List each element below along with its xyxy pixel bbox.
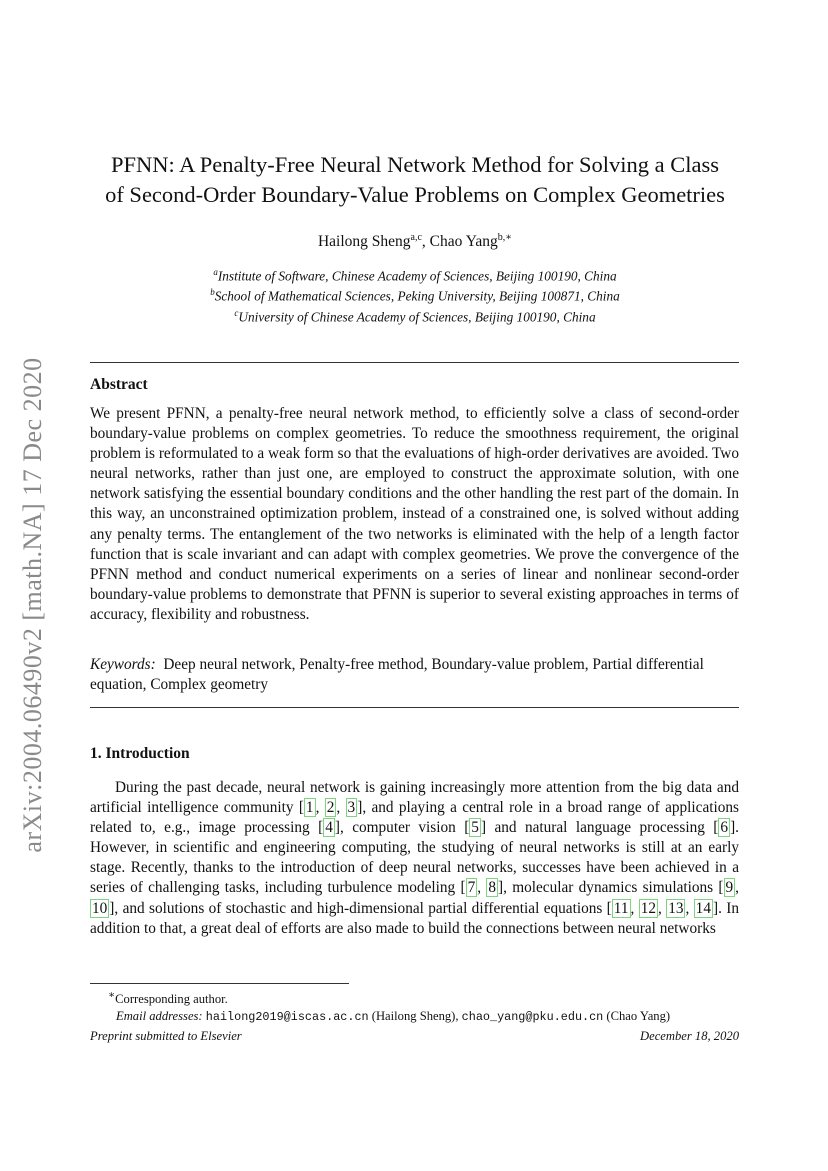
citation-link[interactable]: 12 (640, 899, 656, 917)
email-label: Email addresses: (116, 1008, 203, 1023)
affiliation-text: School of Mathematical Sciences, Peking University, Beijing 100871, China (214, 288, 620, 304)
footnote-mark: ∗ (108, 990, 116, 1001)
affiliation-mark: b (210, 287, 215, 298)
email-owner: (Hailong Sheng), (368, 1008, 462, 1023)
author-name: Chao Yang (429, 233, 498, 251)
abstract-top-rule (90, 362, 739, 363)
footnote-corresponding (90, 988, 739, 1008)
preprint-footer (90, 1029, 739, 1044)
author-list (90, 232, 740, 251)
citation-link[interactable]: 6 (720, 819, 729, 837)
footnotes (90, 988, 739, 1025)
intro-text: and natural language processing (486, 819, 714, 837)
citation-link[interactable]: 11 (613, 899, 629, 917)
affiliation-mark: a (213, 267, 218, 277)
affiliation-line (90, 284, 740, 304)
email-link[interactable]: chao_yang@pku.edu.cn (461, 1009, 604, 1024)
abstract-body: We present PFNN, a penalty-free neural network method, to efficiently solve a class of second-order boundary-value problems on complex geometries. To reduce the smoothness requirement, the original problem is reformulated to a weak form so that the evaluations of high-order derivatives are avoided. Two neural networks, rather than just one, are employed to construct the approximate solution, with one network satisfying the essential boundary conditions and the other handling the rest part of the domain. In this way, an unconstrained optimization problem, instead of a constrained one, is solved without adding any penalty terms. The entanglement of the two networks is eliminated with the help of a length factor function that is scale invariant and can adapt with complex geometries. We prove the convergence of the PFNN method and conduct numerical experiments on a series of linear and nonlinear second-order boundary-value problems to demonstrate that PFNN is superior to several existing approaches in terms of accuracy, flexibility and robustness. (90, 405, 739, 623)
preprint-date: December 18, 2020 (640, 1029, 739, 1043)
keywords (90, 655, 739, 695)
affiliation-mark: c (234, 307, 239, 318)
citation-link[interactable]: 2 (326, 799, 335, 817)
author-name: Hailong Sheng (317, 233, 411, 251)
citation-link[interactable]: 13 (668, 899, 684, 917)
intro-text: , computer vision (339, 819, 465, 837)
affiliations (90, 264, 740, 325)
citation-link[interactable]: 7 (467, 879, 476, 897)
intro-text: . In addition to that, a great deal of efforts are also made to build the connections between neural networks (90, 899, 739, 937)
author-separator: , (421, 233, 430, 251)
email-link[interactable]: hailong2019@iscas.ac.cn (205, 1009, 369, 1024)
arxiv-id: arXiv:2004.06490v2 [math.NA] 17 Dec 2020 (18, 357, 47, 853)
intro-text: , molecular dynamics simulations (503, 879, 719, 897)
footnote-emails (90, 1008, 739, 1026)
affiliation-line (90, 305, 740, 325)
citation-link[interactable]: 9 (725, 879, 734, 897)
citation-link[interactable]: 10 (92, 899, 108, 917)
citation-link[interactable]: 1 (305, 799, 314, 817)
title-line-2: of Second-Order Boundary-Value Problems on Complex Geometries (105, 182, 725, 207)
keywords-label: Keywords: (90, 656, 156, 673)
citation-link[interactable]: 5 (471, 819, 479, 837)
preprint-journal: Preprint submitted to Elsevier (90, 1029, 242, 1043)
affiliation-text: Institute of Software, Chinese Academy of Sciences, Beijing 100190, China (217, 268, 617, 284)
arxiv-sidebar (13, 340, 53, 870)
intro-paragraph: During the past decade, neural network is gaining increasingly more attention from the big data and artificial intelligence community [ 1 , 2 , 3 ], and playing a central role in a broad range of applications related to, e.g., image processing [ 4 ], computer vision [ 5 ] and natural language processing [ 6 ]. However, in scientific and engineering computing, the studying of neural networks is still at an early stage. Recently, thanks to the introduction of deep neural networks, successes have been achieved in a series of challenging tasks, including turbulence modeling [ 7 , 8 ], molecular dynamics simulations [ 9 , 10 ], and solutions of stochastic and high-dimensional partial differential equations [ 11 , 12 , 13 , 14 ]. In addition to that, a great deal of efforts are also made to build the connections between neural networks (90, 779, 739, 937)
abstract-bottom-rule (90, 707, 739, 708)
citation-link[interactable]: 8 (488, 879, 496, 897)
email-owner: (Chao Yang) (603, 1008, 671, 1023)
citation-link[interactable]: 3 (347, 799, 356, 817)
paper-title (90, 150, 740, 210)
affiliation-text: University of Chinese Academy of Sciences, Beijing 100190, China (238, 309, 596, 325)
author-affil-mark: a,c (410, 232, 422, 243)
section-heading-introduction: 1. Introduction (90, 745, 190, 762)
affiliation-line (90, 264, 740, 284)
citation-link[interactable]: 14 (695, 899, 711, 917)
intro-text: , and playing a central role in a broad range of applications related to, e.g., image processing (90, 799, 739, 837)
intro-text: . However, in scientific and engineering computing, the studying of neural networks is still at an early stage. Recently, thanks to the introduction of deep neural networks, successes have been achieved in a series of challenging tasks, including turbulence modeling (90, 819, 739, 897)
intro-text: During the past decade, neural network is gaining increasingly more attention from the big data and artificial intelligence community (90, 779, 739, 817)
abstract-heading: Abstract (90, 376, 148, 393)
intro-text: , and solutions of stochastic and high-dimensional partial differential equations (114, 899, 607, 917)
title-line-1: PFNN: A Penalty-Free Neural Network Method for Solving a Class (110, 152, 720, 177)
footnote-rule (90, 983, 349, 984)
citation-link[interactable]: 4 (325, 819, 333, 837)
author-affil-mark: b,∗ (497, 232, 513, 243)
footnote-text: Corresponding author. (115, 992, 228, 1007)
keywords-text: Deep neural network, Penalty-free method, Boundary-value problem, Partial differential equation, Complex geometry (90, 656, 704, 694)
